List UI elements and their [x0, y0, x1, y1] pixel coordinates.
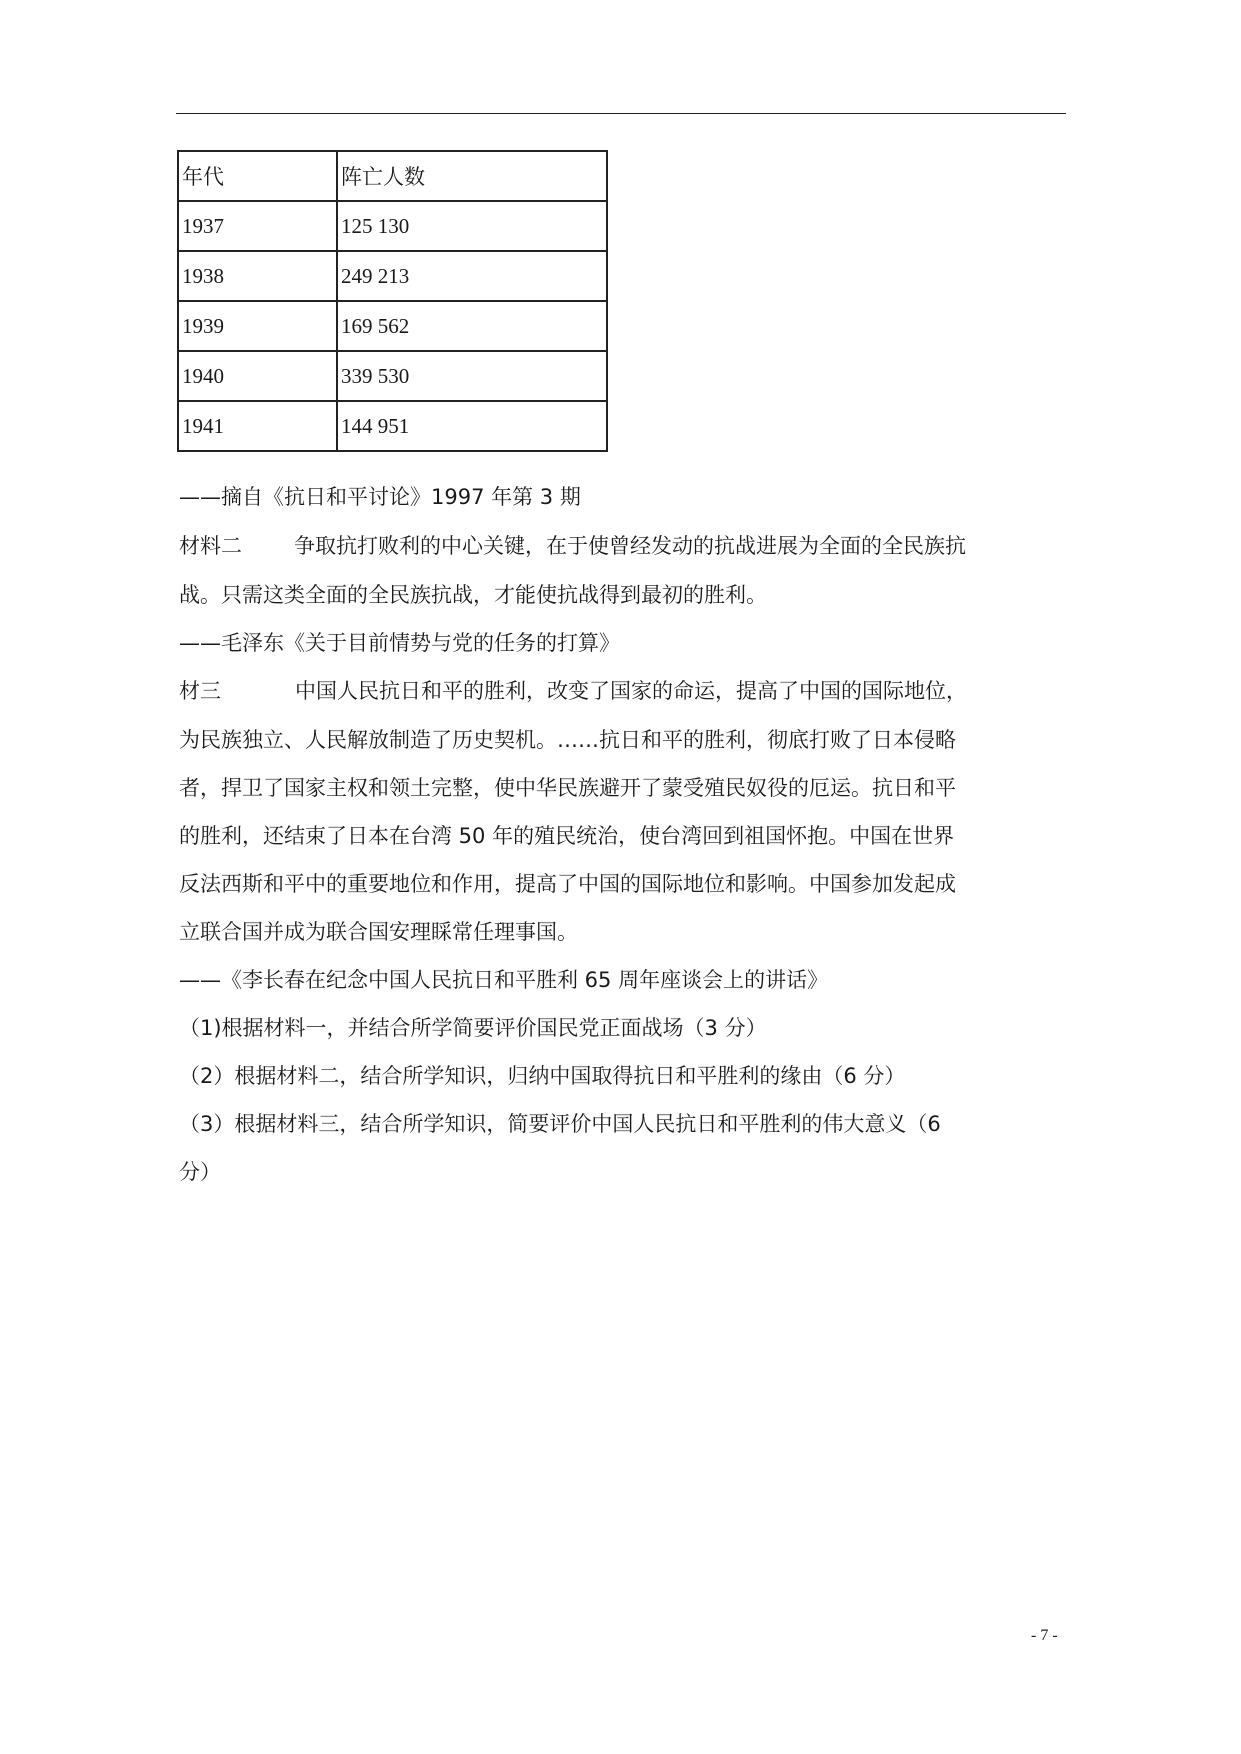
question-3-line2: 分） [179, 1160, 221, 1184]
material2-source: ——毛泽东《关于目前情势与党的任务的打算》 [179, 631, 620, 655]
material3-line6: 立联合国并成为联合国安理睬常任理事国。 [179, 920, 578, 944]
material3-line2: 为民族独立、人民解放制造了历史契机。……抗日和平的胜利，彻底打败了日本侵略 [179, 728, 956, 752]
table-header-cell: 阵亡人数 [337, 151, 607, 201]
material3-source: ——《李长春在纪念中国人民抗日和平胜利 65 周年座谈会上的讲话》 [179, 968, 829, 992]
page-number: - 7 - [1031, 1627, 1058, 1644]
material3-line5: 反法西斯和平中的重要地位和作用，提高了中国的国际地位和影响。中国参加发起成 [179, 872, 956, 896]
question-1: （1)根据材料一，并结合所学简要评价国民党正面战场（3 分） [179, 1016, 767, 1040]
table-header-row [178, 151, 607, 201]
casualty-table [177, 150, 608, 452]
header-rule [176, 113, 1066, 114]
material2-line1 [179, 530, 966, 560]
table-cell-deaths: 339 530 [337, 351, 607, 401]
question-3-line1: （3）根据材料三，结合所学知识，简要评价中国人民抗日和平胜利的伟大意义（6 [179, 1112, 941, 1136]
table-row [178, 201, 607, 251]
table-cell-year: 1941 [178, 401, 337, 451]
table-cell-year: 1939 [178, 301, 337, 351]
question-2: （2）根据材料二，结合所学知识，归纳中国取得抗日和平胜利的缘由（6 分） [179, 1064, 906, 1088]
table-cell-deaths: 144 951 [337, 401, 607, 451]
table-row [178, 251, 607, 301]
table-row [178, 351, 607, 401]
source-citation-1: ——摘自《抗日和平讨论》1997 年第 3 期 [179, 485, 581, 509]
table-cell-year: 1937 [178, 201, 337, 251]
table-cell-year: 1938 [178, 251, 337, 301]
material3-line4: 的胜利，还结束了日本在台湾 50 年的殖民统治，使台湾回到祖国怀抱。中国在世界 [179, 824, 955, 848]
table-cell-year: 1940 [178, 351, 337, 401]
material2-label: 材料二 [179, 534, 242, 558]
material3-line1 [179, 675, 967, 705]
table-cell-deaths: 169 562 [337, 301, 607, 351]
table-cell-deaths: 125 130 [337, 201, 607, 251]
material2-line2: 战。只需这类全面的全民族抗战，才能使抗战得到最初的胜利。 [179, 583, 767, 607]
material3-line3: 者，捍卫了国家主权和领土完整，使中华民族避开了蒙受殖民奴役的厄运。抗日和平 [179, 776, 956, 800]
table-header-cell: 年代 [178, 151, 337, 201]
table-cell-deaths: 249 213 [337, 251, 607, 301]
table-row [178, 301, 607, 351]
material3-label: 材三 [179, 679, 221, 703]
material2-text: 争取抗打败利的中心关键，在于使曾经发动的抗战进展为全面的全民族抗 [294, 534, 966, 558]
material3-text: 中国人民抗日和平的胜利，改变了国家的命运，提高了中国的国际地位， [295, 679, 967, 703]
table-row [178, 401, 607, 451]
